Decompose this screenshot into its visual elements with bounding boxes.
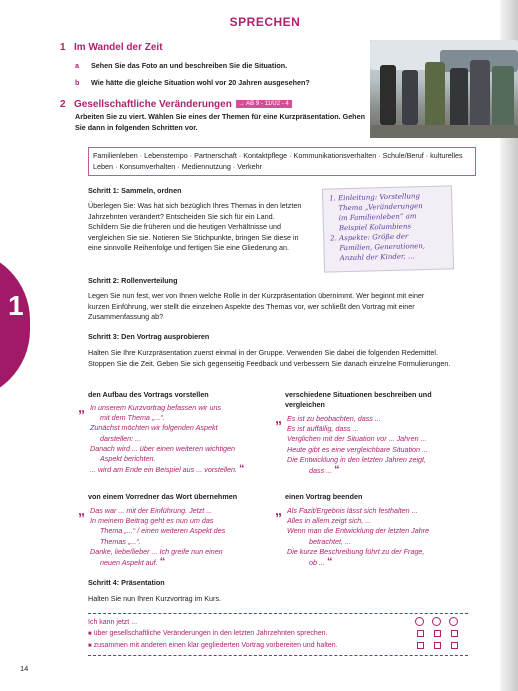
checklist-item: ■ zusammen mit anderen einen klar gegliederten Vortrag vorbereiten und halten.: [88, 640, 468, 652]
phrases-beenden-title: einen Vortrag beenden: [285, 492, 363, 501]
rating-checkbox[interactable]: [451, 642, 458, 649]
phrases-situationen-title: verschiedene Situationen beschreiben und vergleichen: [285, 390, 432, 409]
page-number: 14: [20, 664, 29, 673]
step3-title: Schritt 3: Den Vortrag ausprobieren: [88, 332, 210, 341]
task2-title: Gesellschaftliche Veränderungen: [74, 99, 232, 110]
themes-box: Familienleben · Lebenstempo · Partnerschaft · Kontaktpflege · Kommunikationsverhalten · Schule/Beruf · kulturelles Leben · Konsumverhalten · Mediennutzung · Verkehr: [88, 147, 476, 176]
rating-checkbox[interactable]: [434, 630, 441, 637]
step4-text: Halten Sie nun Ihren Kurzvortrag im Kurs.: [88, 594, 222, 603]
step1-title: Schritt 1: Sammeln, ordnen: [88, 186, 182, 195]
task1-number: 1: [60, 42, 66, 53]
step3-text: Halten Sie Ihre Kurzpräsentation zuerst einmal in der Gruppe. Verwenden Sie dabei die folgenden Redemittel. Stoppen Sie die Zeit. Geben Sie sich gegenseitig Feedback und verbessern Sie danach einzelne Formulierungen.: [88, 348, 451, 368]
workbook-reference-link[interactable]: → AB 9 - 11/Ü2 - 4: [236, 100, 292, 108]
checklist-item: ■ über gesellschaftliche Veränderungen in den letzten Jahrzehnten sprechen.: [88, 628, 468, 640]
phrases-uebernehmen: „ Das war ... mit der Einführung. Jetzt ... In meinem Beitrag geht es nun um das Thema „...“ / einen weiteren Aspekt des Themas „...“. Danke, liebe/lieber ... Ich greife nun einen neuen Aspekt auf. “: [78, 502, 226, 569]
phrases-aufbau: „ In unserem Kurzvortrag befassen wir uns mit dem Thema „...“. Zunächst möchten wir folgenden Aspekt darstellen: ... Danach wird ... über einen weiteren wichtigen Aspekt berichten. ... wird am Ende ein Beispiel aus ... vorstellen. “: [78, 399, 245, 476]
checklist-title: Ich kann jetzt ...: [88, 619, 138, 626]
task1-item-b: b Wie hätte die gleiche Situation wohl vor 20 Jahren ausgesehen?: [75, 78, 310, 87]
step1-text: Überlegen Sie: Was hat sich bezüglich Ihres Themas in den letzten Jahrzehnten verändert? Entscheiden Sie sich für ein Land. Schildern Sie die früheren und die heutigen Verhältnisse und vergleichen Sie sie. Notieren Sie Stichpunkte, bringen Sie diese in eine sinnvolle Reihenfolge und fertigen Sie eine Gliederung an.: [88, 201, 302, 252]
step2-title: Schritt 2: Rollenverteilung: [88, 276, 178, 285]
task2-instruction: Arbeiten Sie zu viert. Wählen Sie eines der Themen für eine Kurzpräsentation. Gehen Sie dann in folgenden Schritten vor.: [75, 112, 365, 132]
task1-item-a: a Sehen Sie das Foto an und beschreiben Sie die Situation.: [75, 61, 288, 70]
phrases-aufbau-title: den Aufbau des Vortrags vorstellen: [88, 390, 209, 399]
step2-text: Legen Sie nun fest, wer von Ihnen welche Rolle in der Kurzpräsentation übernimmt. Wer beginnt mit einer kurzen Einführung, wer stellt die einzelnen Aspekte des Themas vor, wer schließt den Vortrag mit einer Zusammenfassung ab?: [88, 291, 425, 321]
rating-checkbox[interactable]: [434, 642, 441, 649]
rating-checkbox[interactable]: [417, 630, 424, 637]
self-assessment-box: [88, 613, 468, 656]
task1-heading: [60, 42, 163, 53]
street-photo: [370, 40, 518, 138]
rating-checkbox[interactable]: [417, 642, 424, 649]
task2-number: 2: [60, 99, 66, 110]
task2-heading: [60, 99, 292, 110]
step4-title: Schritt 4: Präsentation: [88, 578, 165, 587]
task1-title: Im Wandel der Zeit: [74, 42, 163, 53]
chapter-number: 1: [8, 290, 24, 321]
phrases-beenden: „ Als Fazit/Ergebnis lässt sich festhalten ... Alles in allem zeigt sich, ... Wenn man die Entwicklung der letzten Jahre betrachtet, ... Die kurze Beschreibung führt zu der Frage, ob ... “: [275, 502, 430, 569]
section-title: SPRECHEN: [229, 15, 301, 29]
phrases-situationen: „ Es ist zu beobachten, dass ... Es ist auffällig, dass ... Verglichen mit der Situation vor ... Jahren ... Heute gibt es eine vergleichbare Situation ... Die Entwicklung in den letzten Jahren zeigt, dass ... “: [275, 410, 429, 477]
phrases-uebernehmen-title: von einem Vorredner das Wort übernehmen: [88, 492, 238, 501]
rating-checkbox[interactable]: [451, 630, 458, 637]
handwritten-note: 1. Einleitung: Vorstellung Thema „Veränderungen im Familienleben“ am Beispiel Kolumbiens 2. Aspekte: Größe der Familien, Generationen, Anzahl der Kinder, ...: [322, 185, 454, 272]
